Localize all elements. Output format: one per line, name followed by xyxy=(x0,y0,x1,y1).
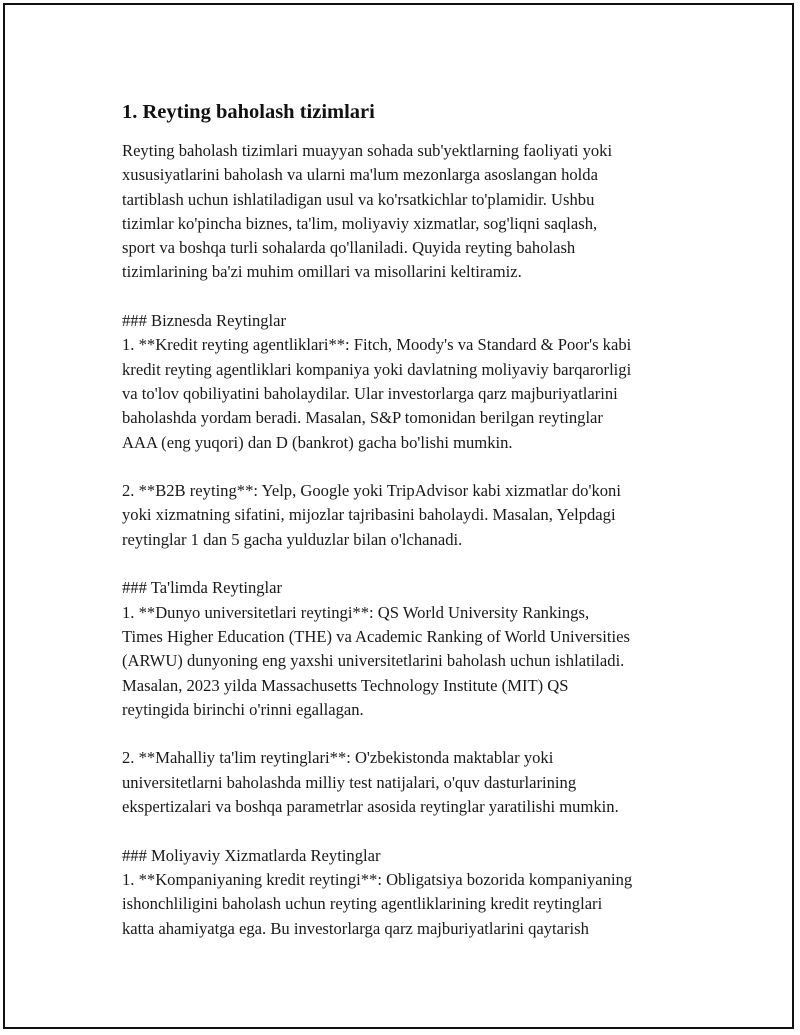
text-block xyxy=(122,844,702,941)
text-line: AAA (eng yuqori) dan D (bankrot) gacha bo'lishi mumkin. xyxy=(122,432,513,452)
text-line: (ARWU) dunyoning eng yaxshi universitetlarini baholash uchun ishlatiladi. xyxy=(122,651,625,671)
text-line: katta ahamiyatga ega. Bu investorlarga qarz majburiyatlarini qaytarish xyxy=(122,918,589,938)
text-line: ishonchliligini baholash uchun reyting agentliklarining kredit reytinglari xyxy=(122,894,603,914)
text-line: va to'lov qobiliyatini baholaydilar. Ular investorlarga qarz majburiyatlarini xyxy=(122,383,618,403)
text-line: Reyting baholash tizimlari muayyan sohada sub'yektlarning faoliyati yoki xyxy=(122,141,613,160)
document-body xyxy=(122,99,702,965)
text-line: 1. **Kompaniyaning kredit reytingi**: Obligatsiya bozorida kompaniyaning xyxy=(122,869,633,889)
text-line: 1. **Kredit reyting agentliklari**: Fitch, Moody's va Standard & Poor's kabi xyxy=(122,335,632,355)
document-blocks xyxy=(122,139,702,941)
text-line: kredit reyting agentliklari kompaniya yoki davlatning moliyaviy barqarorligi xyxy=(122,359,632,379)
text-line: 1. **Dunyo universitetlari reytingi**: QS World University Rankings, xyxy=(122,602,590,622)
text-line: tizimlarining ba'zi muhim omillari va misollarini keltiramiz. xyxy=(122,262,522,282)
text-line: ### Ta'limda Reytinglar xyxy=(122,578,283,598)
text-block xyxy=(122,576,702,722)
document-title: 1. Reyting baholash tizimlari xyxy=(122,101,375,123)
text-line: tartiblash uchun ishlatiladigan usul va ko'rsatkichlar to'plamidir. Ushbu xyxy=(122,189,595,209)
text-line: reytinglar 1 dan 5 gacha yulduzlar bilan o'lchanadi. xyxy=(122,529,463,549)
text-line: sport va boshqa turli sohalarda qo'llaniladi. Quyida reyting baholash xyxy=(122,238,576,258)
text-block xyxy=(122,746,702,819)
text-line: ekspertizalari va boshqa parametrlar asosida reytinglar yaratilishi mumkin. xyxy=(122,797,619,817)
text-line: 2. **B2B reyting**: Yelp, Google yoki TripAdvisor kabi xizmatlar do'koni xyxy=(122,481,621,501)
text-block xyxy=(122,139,702,285)
text-line: Masalan, 2023 yilda Massachusetts Technology Institute (MIT) QS xyxy=(122,675,569,695)
text-line: ### Moliyaviy Xizmatlarda Reytinglar xyxy=(122,845,381,865)
text-line: reytingida birinchi o'rinni egallagan. xyxy=(122,699,364,719)
page-frame xyxy=(3,3,794,1029)
text-line: yoki xizmatning sifatini, mijozlar tajribasini baholaydi. Masalan, Yelpdagi xyxy=(122,505,616,525)
text-line: tizimlar ko'pincha biznes, ta'lim, moliyaviy xizmatlar, sog'liqni saqlash, xyxy=(122,213,598,233)
text-line: Times Higher Education (THE) va Academic Ranking of World Universities xyxy=(122,626,630,646)
text-block xyxy=(122,309,702,455)
text-line: 2. **Mahalliy ta'lim reytinglari**: O'zbekistonda maktablar yoki xyxy=(122,748,554,768)
text-line: baholashda yordam beradi. Masalan, S&P tomonidan berilgan reytinglar xyxy=(122,408,603,428)
text-line: ### Biznesda Reytinglar xyxy=(122,311,287,331)
text-line: universitetlarni baholashda milliy test natijalari, o'quv dasturlarining xyxy=(122,772,577,792)
text-line: xususiyatlarini baholash va ularni ma'lum mezonlarga asoslangan holda xyxy=(122,165,598,185)
text-block xyxy=(122,479,702,552)
